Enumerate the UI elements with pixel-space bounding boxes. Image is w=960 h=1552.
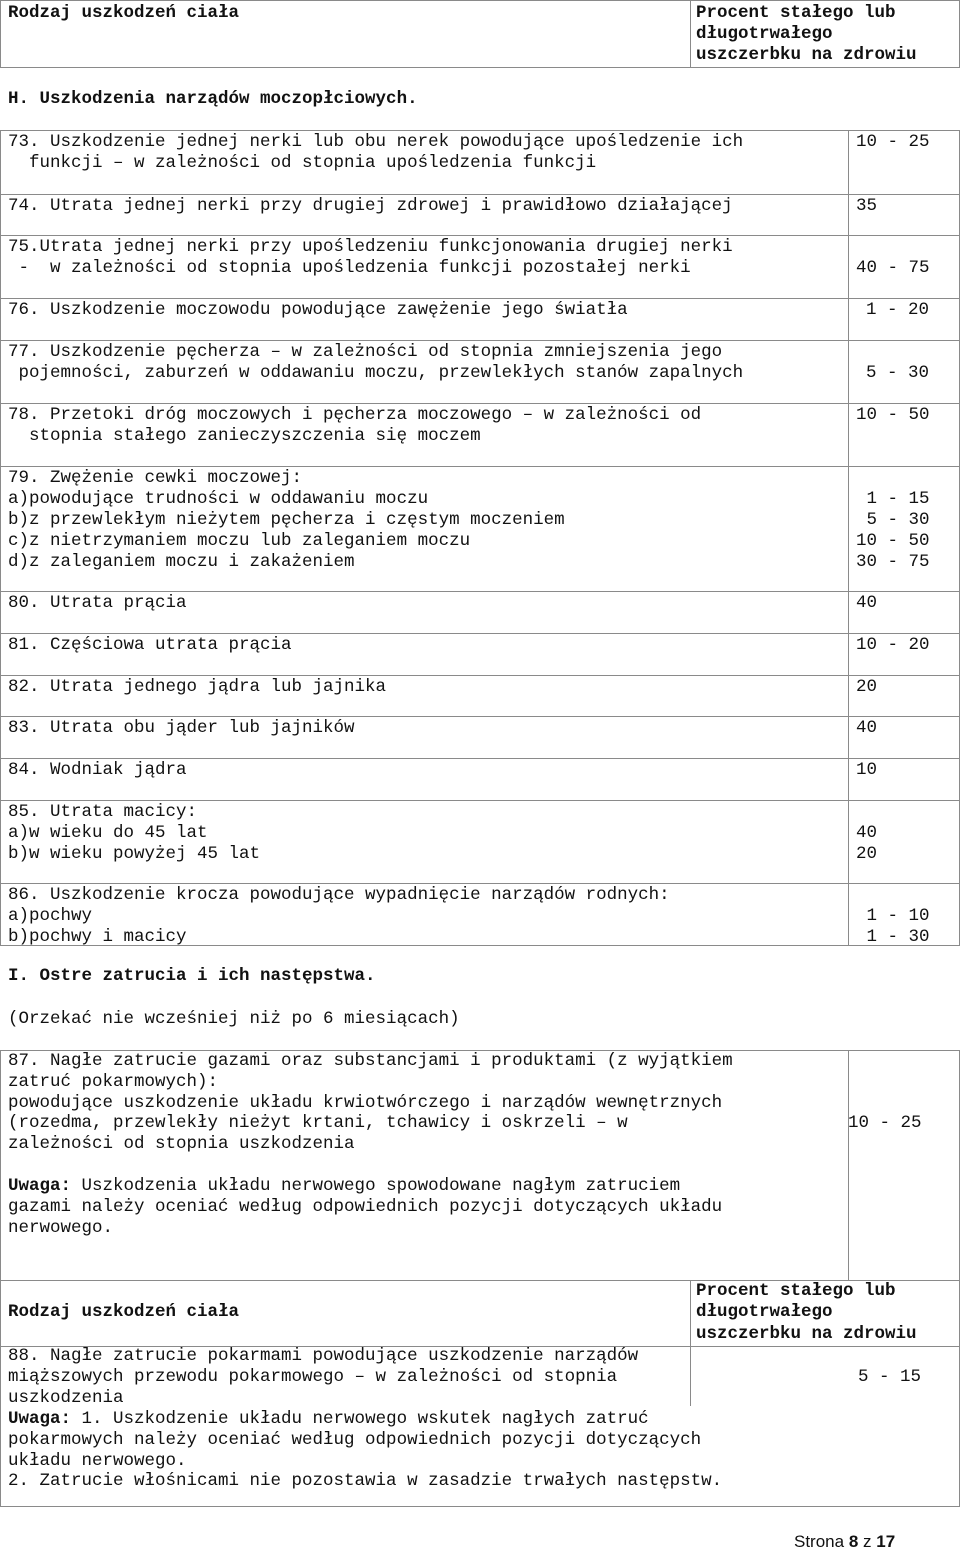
row88-note-line3: układu nerwowego. [8,1451,187,1471]
row-79-desc-line: 79. Zwężenie cewki moczowej: [8,468,303,488]
row-78-desc-line: 78. Przetoki dróg moczowych i pęcherza moczowego – w zależności od [8,405,702,425]
row87-border-left [0,1050,1,1280]
row-73-desc-line: 73. Uszkodzenie jednej nerki lub obu nerek powodujące upośledzenie ich [8,132,744,152]
row88-border-left [0,1346,1,1506]
row-73-value: 10 - 25 [856,132,930,152]
footer-total-pages: 17 [876,1532,896,1551]
footer-page-number: 8 [848,1532,859,1551]
row-79-value: 5 - 30 [856,510,930,530]
row-column-divider [848,800,849,883]
footer-mid: z [858,1532,877,1551]
row-82-desc-line: 82. Utrata jednego jądra lub jajnika [8,677,387,697]
row-border-left [0,716,1,758]
row-column-divider [848,758,849,800]
row-85-desc-line: 85. Utrata macicy: [8,802,198,822]
row-83-desc-line: 83. Utrata obu jąder lub jajników [8,718,355,738]
row-border-top [0,235,960,236]
header2-column-divider [690,1280,691,1346]
row-border-top [0,298,960,299]
row-79-value: 1 - 15 [856,489,930,509]
header2-col2-line2: długotrwałego [696,1302,833,1322]
row-73-desc-line: funkcji – w zależności od stopnia upośledzenia funkcji [8,153,597,173]
row-border-left [0,403,1,466]
row-81-value: 10 - 20 [856,635,930,655]
row-column-divider [848,675,849,716]
header-col2-line2: długotrwałego [696,24,833,44]
row-74-value: 35 [856,196,878,216]
row87-desc-line3: powodujące uszkodzenie układu krwiotwórczego i narządów wewnętrznych [8,1093,723,1113]
row-column-divider [848,235,849,298]
header-col2-line3: uszczerbku na zdrowiu [696,45,917,65]
footer-prefix: Strona [794,1532,849,1551]
row87-desc-line5: zależności od stopnia uszkodzenia [8,1134,355,1154]
row88-desc-line2: miąższowych przewodu pokarmowego – w zależności od stopnia [8,1367,618,1387]
header-col2-line1: Procent stałego lub [696,3,896,23]
row-border-top [0,758,960,759]
row-81-desc-line: 81. Częściowa utrata prącia [8,635,292,655]
row-77-desc-line: pojemności, zaburzeń w oddawaniu moczu, przewlekłych stanów zapalnych [8,363,744,383]
row-column-divider [848,466,849,591]
section-h-heading: H. Uszkodzenia narządów moczopłciowych. [8,89,418,109]
row88-column-divider [690,1346,691,1406]
row-85-desc-line: b)w wieku powyżej 45 lat [8,844,261,864]
header2-border-left [0,1280,1,1346]
row-column-divider [848,340,849,403]
header-column-divider [690,0,691,67]
row-76-desc-line: 76. Uszkodzenie moczowodu powodujące zawężenie jego światła [8,300,628,320]
header-border-left [0,0,1,67]
row-80-desc-line: 80. Utrata prącia [8,593,187,613]
row-border-top [0,633,960,634]
row-75-desc-line: - w zależności od stopnia upośledzenia funkcji pozostałej nerki [8,258,691,278]
row-border-top [0,675,960,676]
row88-desc-line1: 88. Nagłe zatrucie pokarmami powodujące uszkodzenie narządów [8,1346,639,1366]
row88-note-line1 [8,1409,649,1430]
row-79-desc-line: a)powodujące trudności w oddawaniu moczu [8,489,429,509]
row-75-desc-line: 75.Utrata jednej nerki przy upośledzeniu funkcjonowania drugiej nerki [8,237,733,257]
row-79-desc-line: b)z przewlekłym nieżytem pęcherza i częstym moczeniem [8,510,565,530]
row-83-value: 40 [856,718,878,738]
row-85-value: 40 [856,823,878,843]
row-column-divider [848,591,849,633]
row-77-value: 5 - 30 [866,363,930,383]
row87-note-text1: Uszkodzenia układu nerwowego spowodowane nagłym zatruciem [71,1176,681,1196]
row-column-divider [848,883,849,945]
row-border-top [0,130,960,131]
row-79-value: 30 - 75 [856,552,930,572]
row88-desc-line3: uszkodzenia [8,1388,124,1408]
row-79-desc-line: c)z nietrzymaniem moczu lub zaleganiem moczu [8,531,471,551]
row-75-value: 40 - 75 [856,258,930,278]
row-border-left [0,466,1,591]
row87-note-line1 [8,1176,680,1197]
row87-note-label: Uwaga: [8,1176,72,1196]
row-border-top [0,194,960,195]
row-border-left [0,633,1,675]
row-79-desc-line: d)z zaleganiem moczu i zakażeniem [8,552,355,572]
header2-col2-line1: Procent stałego lub [696,1281,896,1301]
row-80-value: 40 [856,593,878,613]
row-column-divider [848,403,849,466]
row87-desc-line2: zatruć pokarmowych): [8,1072,219,1092]
section-i-heading: I. Ostre zatrucia i ich następstwa. [8,966,376,986]
row-86-desc-line: a)pochwy [8,906,93,926]
row-78-value: 10 - 50 [856,405,930,425]
row-border-left [0,235,1,298]
row-column-divider [848,194,849,235]
header2-col1: Rodzaj uszkodzeń ciała [8,1302,240,1322]
row87-desc-line1: 87. Nagłe zatrucie gazami oraz substancjami i produktami (z wyjątkiem [8,1051,733,1071]
row-border-left [0,883,1,945]
row-column-divider [848,633,849,675]
row-border-left [0,298,1,340]
row-82-value: 20 [856,677,878,697]
row88-value: 5 - 15 [858,1367,922,1387]
row87-note-line2: gazami należy oceniać według odpowiednich pozycji dotyczących układu [8,1197,723,1217]
page-footer [794,1532,895,1552]
row88-border-bottom [0,1506,960,1507]
row-86-value: 1 - 30 [856,927,930,947]
row-column-divider [848,716,849,758]
row87-value: 10 - 25 [848,1113,922,1133]
row-border-left [0,591,1,633]
row-border-left [0,340,1,403]
row-border-top [0,800,960,801]
row-76-value: 1 - 20 [866,300,930,320]
row-border-top [0,591,960,592]
row88-note-line2: pokarmowych należy oceniać według odpowiednich pozycji dotyczących [8,1430,702,1450]
section-i-note: (Orzekać nie wcześniej niż po 6 miesiącach) [8,1009,460,1029]
row88-note-text1: 1. Uszkodzenie układu nerwowego wskutek nagłych zatruć [71,1409,649,1429]
row-column-divider [848,130,849,194]
row-74-desc-line: 74. Utrata jednej nerki przy drugiej zdrowej i prawidłowo działającej [8,196,733,216]
header-divider [0,67,960,68]
row-border-top [0,466,960,467]
row-77-desc-line: 77. Uszkodzenie pęcherza – w zależności od stopnia zmniejszenia jego [8,342,723,362]
row-85-desc-line: a)w wieku do 45 lat [8,823,208,843]
row-84-value: 10 [856,760,878,780]
row-border-top [0,716,960,717]
row-86-value: 1 - 10 [856,906,930,926]
row87-column-divider [848,1050,849,1280]
row-84-desc-line: 84. Wodniak jądra [8,760,187,780]
row-border-top [0,883,960,884]
row-79-value: 10 - 50 [856,531,930,551]
row-86-desc-line: 86. Uszkodzenie krocza powodujące wypadnięcie narządów rodnych: [8,885,670,905]
row-78-desc-line: stopnia stałego zanieczyszczenia się moczem [8,426,481,446]
row-border-left [0,800,1,883]
row88-note-line4: 2. Zatrucie włośnicami nie pozostawia w zasadzie trwałych następstw. [8,1471,723,1491]
row87-note-line3: nerwowego. [8,1218,114,1238]
row-border-top [0,403,960,404]
row-border-left [0,675,1,716]
header-col1: Rodzaj uszkodzeń ciała [8,3,240,23]
row-border-top [0,340,960,341]
row-border-left [0,130,1,194]
row-border-left [0,194,1,235]
row-column-divider [848,298,849,340]
row88-note-label: Uwaga: [8,1409,72,1429]
row-86-desc-line: b)pochwy i macicy [8,927,187,947]
row87-desc-line4: (rozedma, przewlekły nieżyt krtani, tchawicy i oskrzeli – w [8,1113,628,1133]
table-border-top [0,0,960,1]
header2-col2-line3: uszczerbku na zdrowiu [696,1324,917,1344]
row-85-value: 20 [856,844,878,864]
row-border-left [0,758,1,800]
